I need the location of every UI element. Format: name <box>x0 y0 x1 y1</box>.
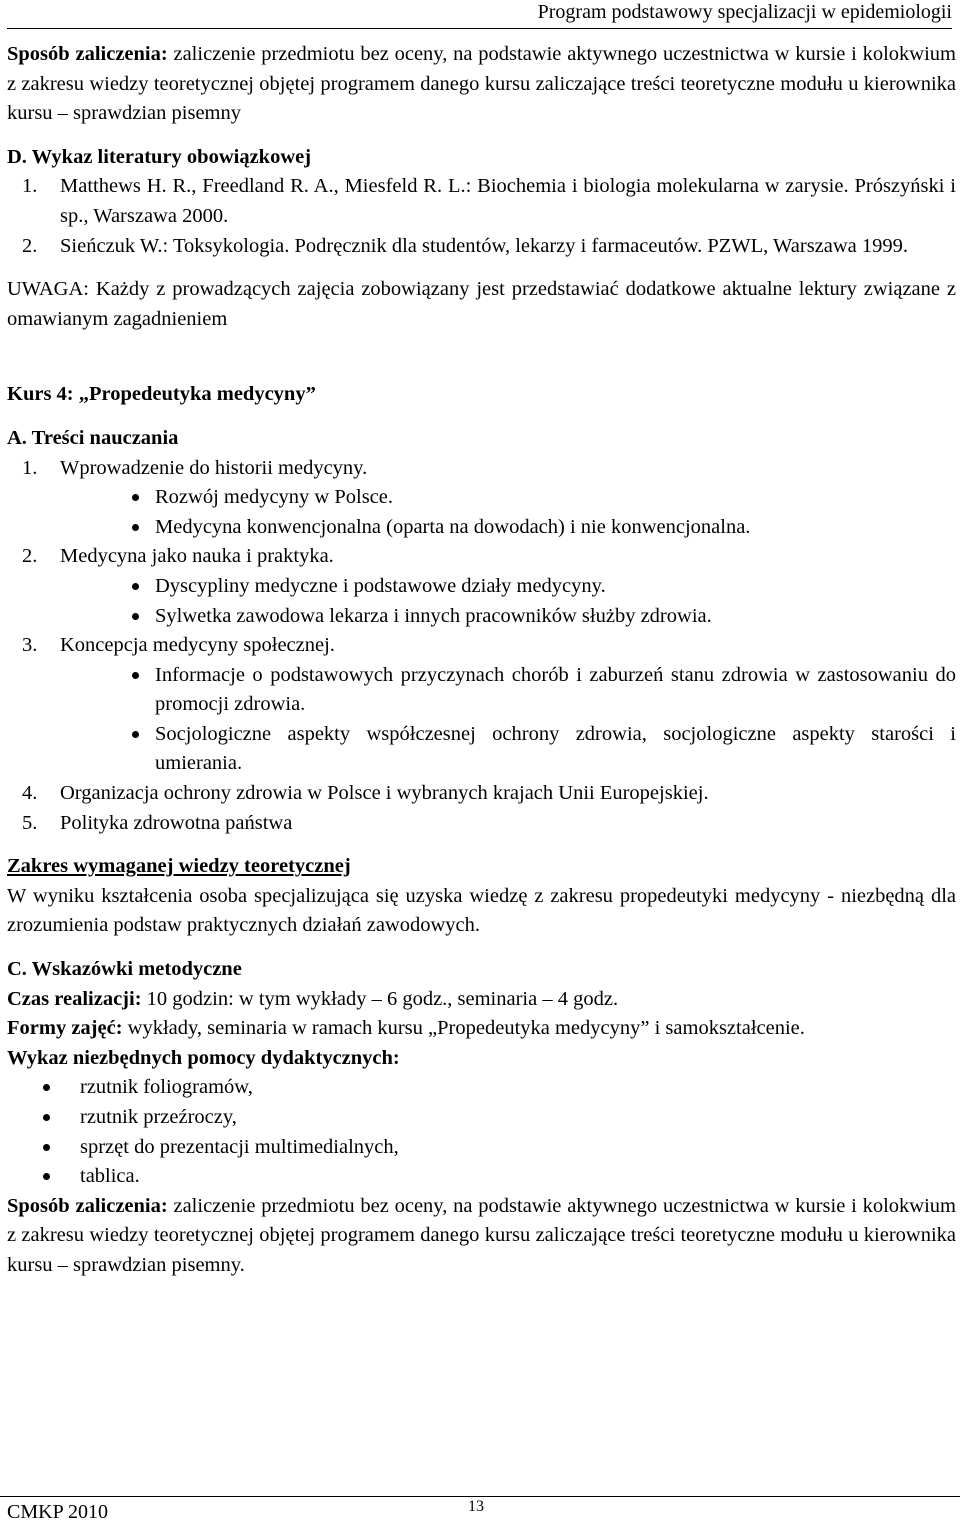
forms-text: wykłady, seminaria w ramach kursu „Propedeutyka medycyny” i samokształcenie. <box>122 1017 805 1040</box>
contents-subitem <box>7 483 956 513</box>
contents-subitem-text: Rozwój medycyny w Polsce. <box>155 486 393 509</box>
literature-item-number: 1. <box>22 175 38 198</box>
course-title: Kurs 4: „Propedeutyka medycyny” <box>7 383 316 406</box>
contents-subitem-text: Socjologiczne aspekty współczesnej ochrony zdrowia, socjologiczne aspekty starości i umierania. <box>155 722 956 775</box>
contents-list <box>7 454 956 839</box>
contents-sublist <box>7 572 956 631</box>
contents-subitem-text: Informacje o podstawowych przyczynach chorób i zaburzeń stanu zdrowia w zastosowaniu do promocji zdrowia. <box>155 663 956 716</box>
forms-label: Formy zajęć: <box>7 1017 123 1040</box>
aids-item-text: rzutnik przeźroczy, <box>80 1106 237 1128</box>
contents-subitem <box>7 602 956 632</box>
literature-item-number: 2. <box>22 234 38 257</box>
contents-item-number: 3. <box>22 634 38 657</box>
contents-subitem-text: Medycyna konwencjonalna (oparta na dowodach) i nie konwencjonalna. <box>155 515 751 538</box>
contents-sublist <box>7 483 956 542</box>
contents-item-number: 4. <box>22 782 38 805</box>
assessment-text-2: zaliczenie przedmiotu bez oceny, na podstawie aktywnego uczestnictwa w kursie i kolokwium z zakresu wiedzy teoretycznej objętej programem danego kursu zaliczające treści teoretyczne modułu u kierownika kursu – sprawdzian pisemny. <box>7 1194 956 1276</box>
knowledge-text: W wyniku kształcenia osoba specjalizująca się uzyska wiedzę z zakresu propedeutyki medycyny - niezbędną dla zrozumienia podstaw praktycznych działań zawodowych. <box>7 884 956 937</box>
bullet-icon <box>7 1162 80 1192</box>
contents-heading: A. Treści nauczania <box>7 426 179 449</box>
aids-item <box>7 1073 956 1103</box>
contents-item <box>7 454 956 484</box>
contents-subitem-text: Dyscypliny medyczne i podstawowe działy medycyny. <box>155 574 606 597</box>
contents-subitem <box>7 513 956 543</box>
bullet-icon <box>7 483 155 513</box>
contents-subitem <box>7 572 956 602</box>
contents-item <box>7 779 956 809</box>
contents-item-text: Medycyna jako nauka i praktyka. <box>60 545 334 568</box>
aids-heading: Wykaz niezbędnych pomocy dydaktycznych: <box>7 1046 400 1069</box>
contents-item-text: Polityka zdrowotna państwa <box>60 811 293 834</box>
contents-subitem <box>7 661 956 720</box>
assessment-label-1: Sposób zaliczenia: <box>7 43 168 65</box>
literature-item-text: Matthews H. R., Freedland R. A., Miesfeld R. L.: Biochemia i biologia molekularna w zarysie. Prószyński i sp., Warszawa 2000. <box>60 175 956 227</box>
aids-item <box>7 1103 956 1133</box>
contents-subitem <box>7 720 956 779</box>
assessment-paragraph-2 <box>7 1192 956 1281</box>
bullet-icon <box>7 513 155 543</box>
bullet-icon <box>7 661 155 720</box>
bullet-icon <box>7 720 155 779</box>
bullet-icon <box>7 1073 80 1103</box>
knowledge-heading: Zakres wymaganej wiedzy teoretycznej <box>7 855 351 878</box>
note-paragraph: UWAGA: Każdy z prowadzących zajęcia zobowiązany jest przedstawiać dodatkowe aktualne lektury związane z omawianym zagadnieniem <box>7 278 956 330</box>
aids-item-text: sprzęt do prezentacji multimedialnych, <box>80 1135 399 1158</box>
contents-item-number: 1. <box>22 456 38 479</box>
contents-item-text: Koncepcja medycyny społecznej. <box>60 634 335 657</box>
bullet-icon <box>7 1133 80 1163</box>
bullet-icon <box>7 572 155 602</box>
literature-item <box>7 172 956 231</box>
contents-item-text: Wprowadzenie do historii medycyny. <box>60 456 368 479</box>
time-text: 10 godzin: w tym wykłady – 6 godz., seminaria – 4 godz. <box>141 987 619 1010</box>
footer-publisher: CMKP 2010 <box>7 1501 108 1523</box>
aids-item <box>7 1162 956 1192</box>
aids-item-text: rzutnik foliogramów, <box>80 1076 253 1099</box>
assessment-text-1: zaliczenie przedmiotu bez oceny, na podstawie aktywnego uczestnictwa w kursie i kolokwium z zakresu wiedzy teoretycznej objętej programem danego kursu zaliczające treści teoretyczne modułu u kierownika kursu – sprawdzian pisemny <box>7 43 956 125</box>
bullet-icon <box>7 1103 80 1133</box>
aids-list <box>7 1073 956 1191</box>
page-number: 13 <box>468 1498 484 1515</box>
method-heading: C. Wskazówki metodyczne <box>7 958 242 981</box>
assessment-label-2: Sposób zaliczenia: <box>7 1194 168 1217</box>
header-title: Program podstawowy specjalizacji w epidemiologii <box>537 1 952 23</box>
forms-paragraph <box>7 1014 956 1044</box>
page-header <box>7 0 952 29</box>
literature-item <box>7 232 956 262</box>
bullet-icon <box>7 602 155 632</box>
contents-subitem-text: Sylwetka zawodowa lekarza i innych pracowników służby zdrowia. <box>155 604 712 627</box>
assessment-paragraph-1 <box>7 40 956 129</box>
contents-item <box>7 631 956 661</box>
literature-heading: D. Wykaz literatury obowiązkowej <box>7 145 312 168</box>
literature-list <box>7 172 956 261</box>
time-paragraph <box>7 985 956 1015</box>
contents-item-number: 5. <box>22 811 38 834</box>
time-label: Czas realizacji: <box>7 987 142 1010</box>
contents-sublist <box>7 661 956 779</box>
aids-item <box>7 1133 956 1163</box>
contents-item <box>7 809 956 839</box>
contents-item-text: Organizacja ochrony zdrowia w Polsce i wybranych krajach Unii Europejskiej. <box>60 782 709 805</box>
literature-item-text: Sieńczuk W.: Toksykologia. Podręcznik dla studentów, lekarzy i farmaceutów. PZWL, Warszawa 1999. <box>60 234 909 257</box>
page-content <box>7 40 956 1281</box>
contents-item <box>7 542 956 572</box>
contents-item-number: 2. <box>22 545 38 568</box>
aids-item-text: tablica. <box>80 1165 140 1188</box>
